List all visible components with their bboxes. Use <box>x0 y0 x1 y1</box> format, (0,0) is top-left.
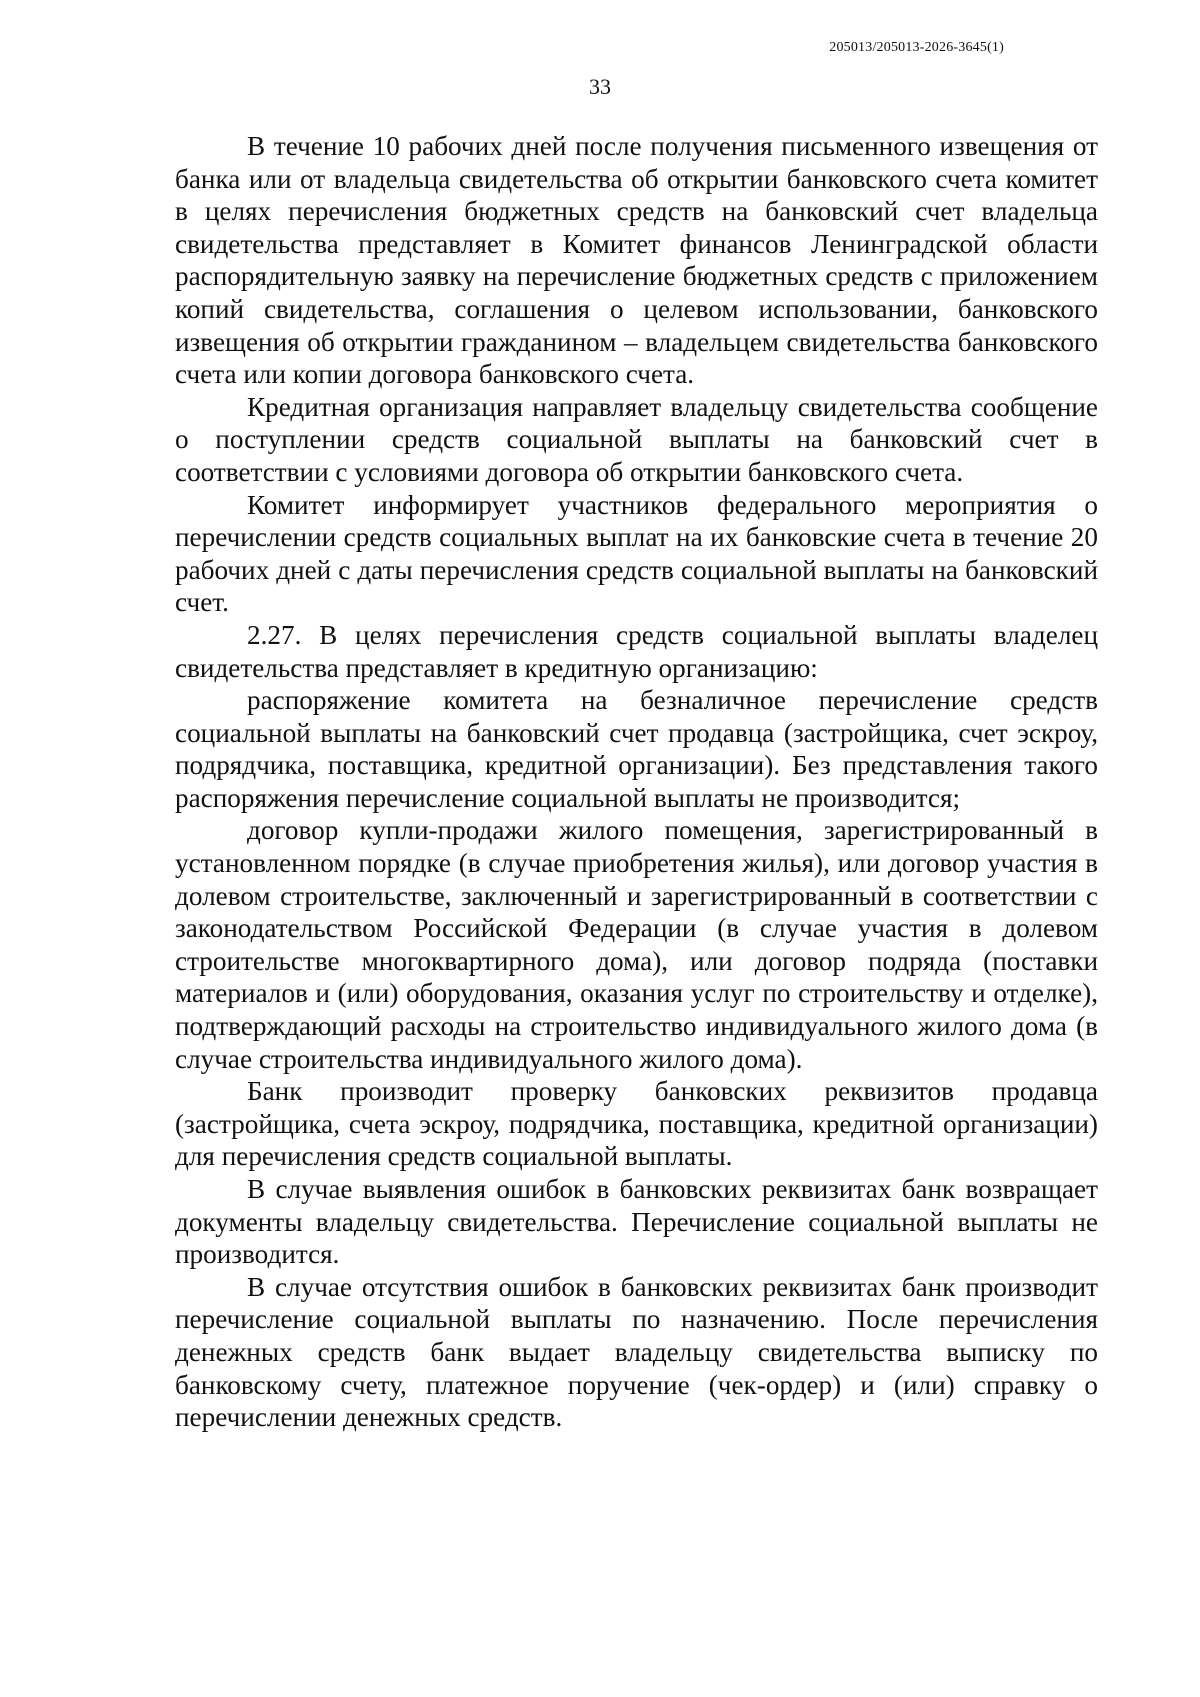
paragraph-purchase-contract: договор купли-продажи жилого помещения, зарегистрированный в установленном порядке (в случае приобретения жилья), или договор участия в долевом строительстве, заключенный и зарегистрированный в соответствии с законодательством Российской Федерации (в случае участия в долевом строительстве многоквартирного дома), или договор подряда (поставки материалов и (или) оборудования, оказания услуг по строительству и отделке), подтверждающий расходы на строительство индивидуального жилого дома (в случае строительства индивидуального жилого дома). <box>175 815 1098 1074</box>
document-id: 205013/205013-2026-3645(1) <box>829 40 1004 55</box>
page-number: 33 <box>589 74 611 99</box>
paragraph-transfer-request: В течение 10 рабочих дней после получения письменного извещения от банка или от владельца свидетельства об открытии банковского счета комитет в целях перечисления бюджетных средств на банковский счет владельца свидетельства представляет в Комитет финансов Ленинградской области распорядительную заявку на перечисление бюджетных средств с приложением копий свидетельства, соглашения о целевом использовании, банковского извещения об открытии гражданином – владельцем свидетельства банковского счета или копии договора банковского счета. <box>175 131 1098 390</box>
paragraph-bank-verification: Банк производит проверку банковских реквизитов продавца (застройщика, счета эскроу, подрядчика, поставщика, кредитной организации) для перечисления средств социальной выплаты. <box>175 1076 1098 1172</box>
paragraph-errors-found: В случае выявления ошибок в банковских реквизитах банк возвращает документы владельцу свидетельства. Перечисление социальной выплаты не производится. <box>175 1174 1098 1270</box>
paragraph-credit-org-notice: Кредитная организация направляет владельцу свидетельства сообщение о поступлении средств социальной выплаты на банковский счет в соответствии с условиями договора об открытии банковского счета. <box>175 391 1098 487</box>
document-body <box>175 130 1098 1434</box>
paragraph-committee-order: распоряжение комитета на безналичное перечисление средств социальной выплаты на банковский счет продавца (застройщика, счет эскроу, подрядчика, поставщика, кредитной организации). Без представления такого распоряжения перечисление социальной выплаты не производится; <box>175 685 1098 813</box>
paragraph-no-errors: В случае отсутствия ошибок в банковских реквизитах банк производит перечисление социальной выплаты по назначению. После перечисления денежных средств банк выдает владельцу свидетельства выписку по банковскому счету, платежное поручение (чек-ордер) и (или) справку о перечислении денежных средств. <box>175 1271 1098 1433</box>
paragraph-committee-informs: Комитет информирует участников федерального мероприятия о перечислении средств социальных выплат на их банковские счета в течение 20 рабочих дней с даты перечисления средств социальной выплаты на банковский счет. <box>175 489 1098 618</box>
paragraph-clause-2-27: 2.27. В целях перечисления средств социальной выплаты владелец свидетельства представляет в кредитную организацию: <box>175 619 1098 683</box>
